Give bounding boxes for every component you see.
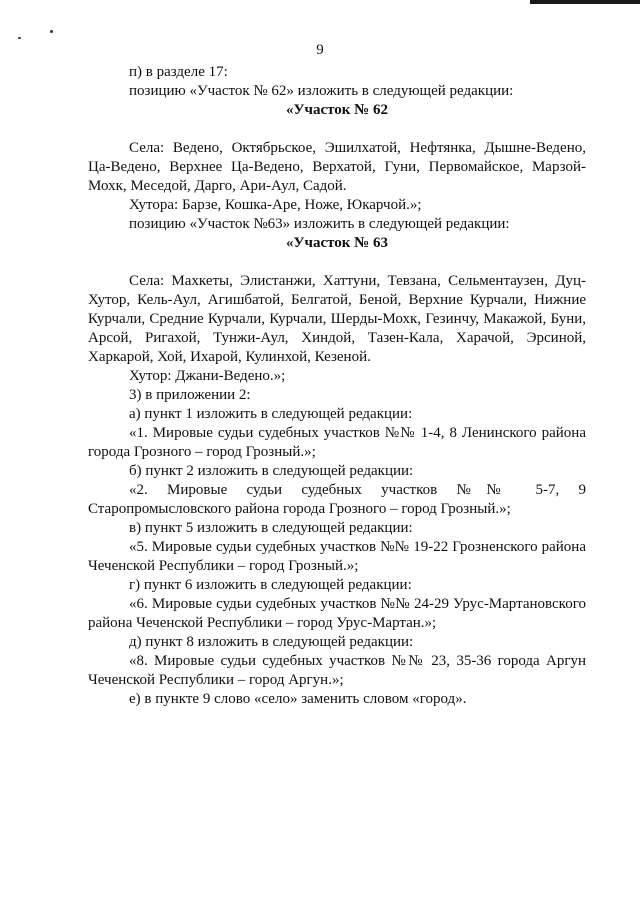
paragraph: позицию «Участок №63» изложить в следующей редакции: — [129, 216, 510, 232]
scan-border-mark — [530, 0, 640, 4]
page-number: 9 — [316, 42, 324, 58]
paragraph: 3) в приложении 2: — [129, 387, 251, 403]
paragraph: б) пункт 2 изложить в следующей редакции: — [129, 463, 414, 479]
paragraph: «2. Мировые судьи судебных участков №№ 5-7, 9 — [129, 482, 586, 498]
paragraph: «1. Мировые судьи судебных участков №№ 1-4, 8 Ленинского района города Грозного – город Грозный.»; — [88, 425, 586, 460]
paragraph: в) пункт 5 изложить в следующей редакции: — [129, 520, 413, 536]
paragraph: г) пункт 6 изложить в следующей редакции: — [129, 577, 412, 593]
paragraph: Хутор: Джани-Ведено.»; — [129, 368, 286, 384]
paragraph: д) пункт 8 изложить в следующей редакции: — [129, 634, 414, 650]
paragraph: Села: Махкеты, Элистанжи, Хаттуни, Тевзана, Сельментаузен, Дуц-Хутор, Кель-Аул, Агишбатой, Белгатой, Беной, Верхние Курчали, Нижние Курчали, Средние Курчали, Курчали, Шерды-Мохк, Гезинчу, Макажой, Буни, Арсой, Ригахой, Тунжи-Аул, Хиндой, Тазен-Кала, Харачой, Эрсиной, Харкарой, Хой, Ихарой, Кулинхой, Кезеной. — [88, 273, 586, 365]
section-heading: «Участок № 63 — [285, 235, 388, 251]
scan-speck — [50, 30, 53, 33]
paragraph: п) в разделе 17: — [129, 64, 228, 80]
paragraph: Хутора: Барзе, Кошка-Аре, Ноже, Юкарчой.»; — [129, 197, 422, 213]
document-body — [88, 63, 586, 709]
paragraph: «8. Мировые судьи судебных участков №№ 23, 35-36 города Аргун Чеченской Республики – город Аргун.»; — [88, 653, 586, 688]
paragraph: «5. Мировые судьи судебных участков №№ 19-22 Грозненского района Чеченской Республики – город Грозный.»; — [88, 539, 586, 574]
scan-speck — [18, 37, 21, 39]
paragraph: Села: Ведено, Октябрьское, Эшилхатой, Нефтянка, Дышне-Ведено, Ца-Ведено, Верхнее Ца-Ведено, Верхатой, Гуни, Первомайское, Марзой-Мохк, Меседой, Дарго, Ари-Аул, Садой. — [88, 140, 586, 194]
paragraph: Старопромысловского района города Грозного – город Грозный.»; — [88, 501, 511, 517]
paragraph: а) пункт 1 изложить в следующей редакции: — [129, 406, 413, 422]
section-heading: «Участок № 62 — [285, 102, 388, 118]
paragraph: «6. Мировые судьи судебных участков №№ 24-29 Урус-Мартановского района Чеченской Республики – город Урус-Мартан.»; — [88, 596, 586, 631]
paragraph: позицию «Участок № 62» изложить в следующей редакции: — [129, 83, 514, 99]
paragraph: е) в пункте 9 слово «село» заменить словом «город». — [129, 691, 467, 707]
